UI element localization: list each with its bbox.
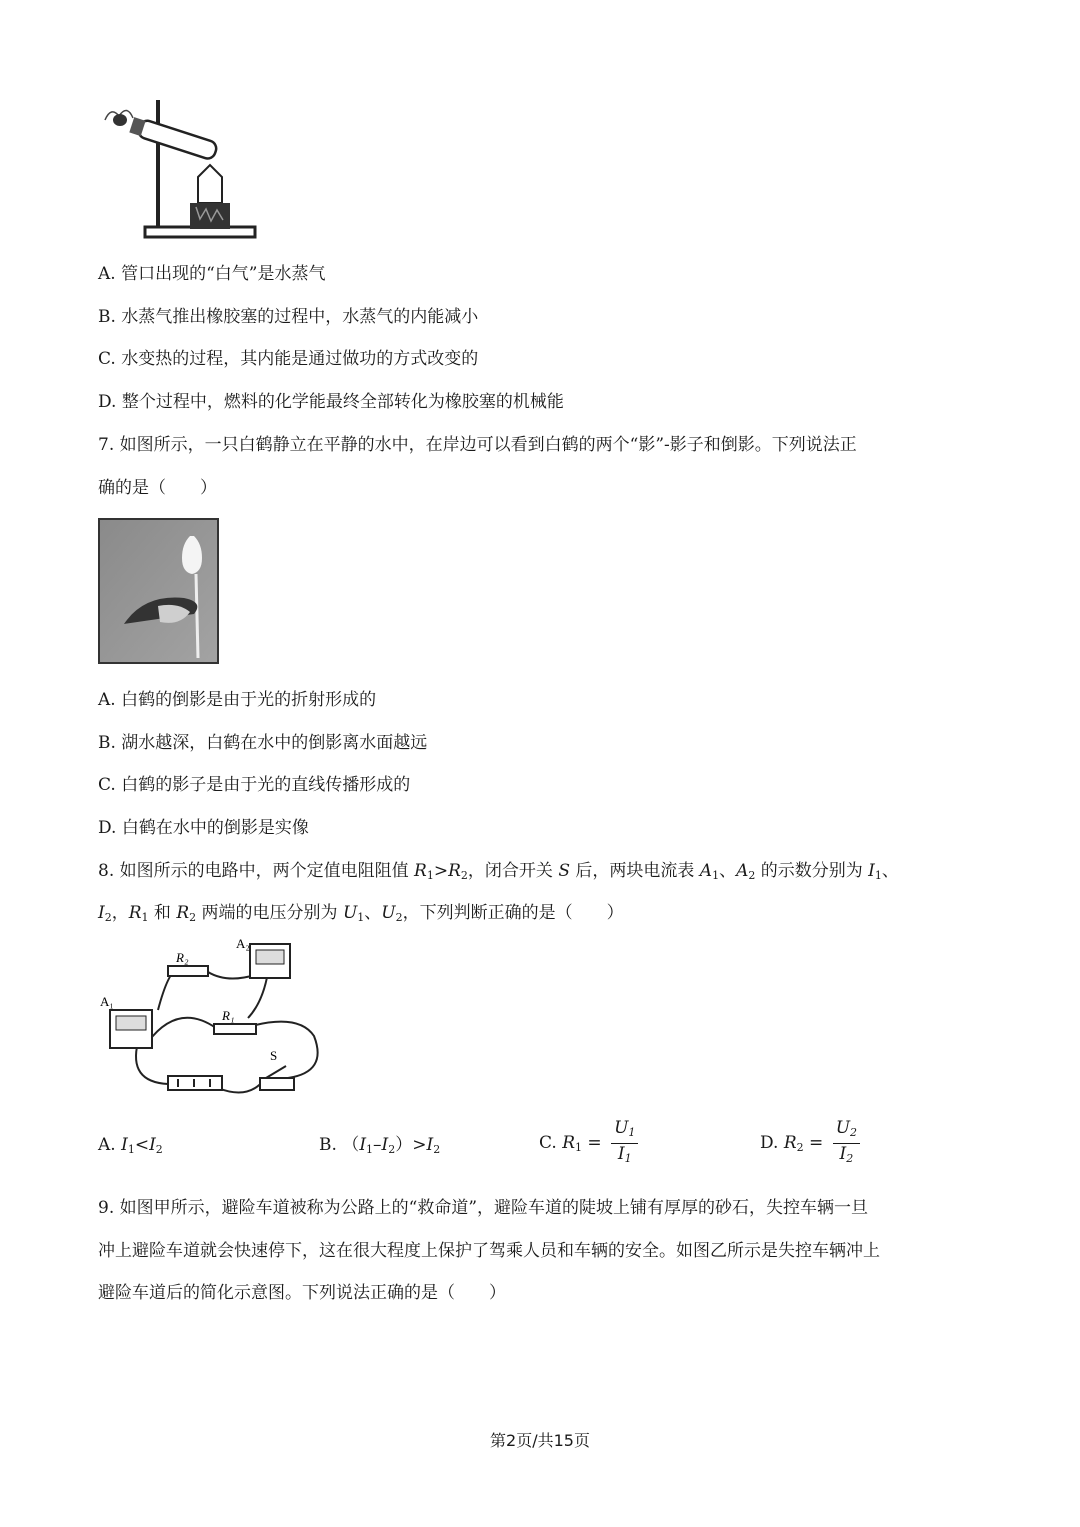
q6-option-a: A. 管口出现的“白气”是水蒸气 (98, 264, 326, 284)
ammeter-a1-label: A₁ (100, 994, 114, 1009)
test-tube-apparatus-figure (100, 95, 260, 245)
ammeter-a2-label: A₂ (236, 936, 250, 951)
q8-option-d: D. $R_2$ = $\frac{U_2}{I_2}$ (760, 1118, 860, 1169)
q8-option-a: A. $I_1<I_2$ (98, 1135, 163, 1156)
circuit-figure (98, 932, 328, 1100)
q7-option-d: D. 白鹤在水中的倒影是实像 (98, 818, 309, 838)
q7-option-a: A. 白鹤的倒影是由于光的折射形成的 (98, 690, 377, 710)
q8-option-c: C. $R_1$ = $\frac{U_1}{I_1}$ (539, 1118, 638, 1169)
resistor-r1-label: R₁ (222, 1008, 235, 1023)
q6-option-d: D. 整个过程中，燃料的化学能最终全部转化为橡胶塞的机械能 (98, 392, 564, 412)
q8-stem-line-2: $I_2$，$R_1$ 和 $R_2$ 两端的电压分别为 $U_1$、$U_2$，下列判断正确的是（ ） (98, 903, 624, 924)
q8-option-b: B. $(I_1-I_2)>I_2$ (319, 1135, 441, 1156)
q6-option-c: C. 水变热的过程，其内能是通过做功的方式改变的 (98, 349, 479, 369)
q8-stem-line-1: 8. 如图所示的电路中，两个定值电阻阻值 $R_1>R_2$，闭合开关 S 后，两块电流表 $A_1$、$A_2$ 的示数分别为 $I_1$、 (98, 861, 899, 882)
q7-option-b: B. 湖水越深，白鹤在水中的倒影离水面越远 (98, 733, 428, 753)
switch-s-label: S (270, 1048, 278, 1063)
q9-stem-line-1: 9. 如图甲所示，避险车道被称为公路上的“救命道”，避险车道的陡坡上铺有厚厚的砂石，失控车辆一旦 (98, 1198, 869, 1218)
q7-option-c: C. 白鹤的影子是由于光的直线传播形成的 (98, 775, 411, 795)
q7-stem-line-1: 7. 如图所示，一只白鹤静立在平静的水中，在岸边可以看到白鹤的两个“影”-影子和倒影。下列说法正 (98, 435, 857, 455)
q9-stem-line-3: 避险车道后的简化示意图。下列说法正确的是（ ） (98, 1283, 506, 1303)
q6-option-b: B. 水蒸气推出橡胶塞的过程中，水蒸气的内能减小 (98, 307, 479, 327)
crane-photo-figure (98, 518, 219, 664)
page-number-footer: 第2页/共15页 (490, 1431, 590, 1450)
q7-stem-line-2: 确的是（ ） (98, 478, 217, 498)
q9-stem-line-2: 冲上避险车道就会快速停下，这在很大程度上保护了驾乘人员和车辆的安全。如图乙所示是失控车辆冲上 (98, 1241, 880, 1261)
resistor-r2-label: R₂ (176, 950, 189, 965)
